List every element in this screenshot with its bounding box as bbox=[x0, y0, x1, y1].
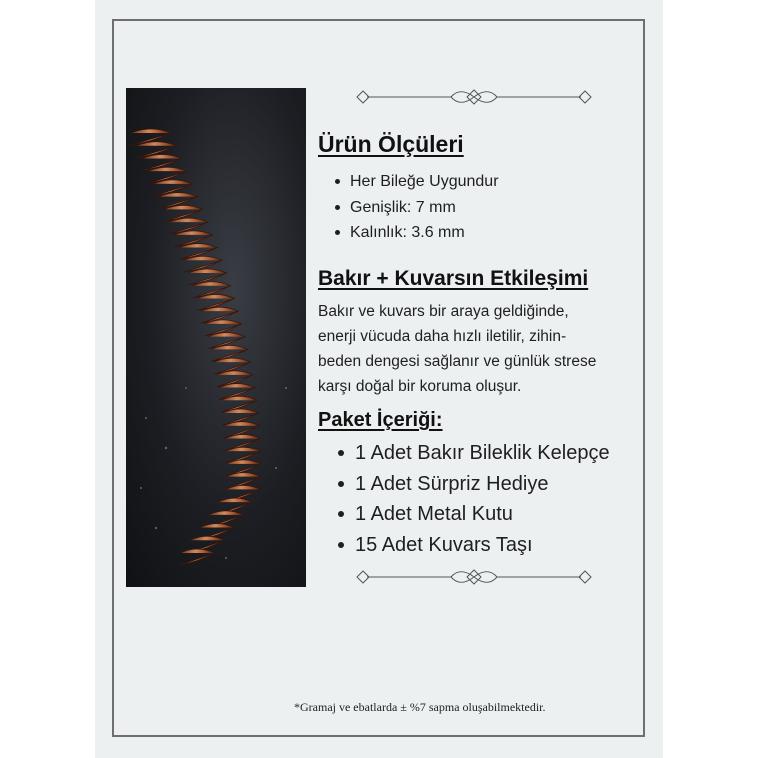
bracelet-link bbox=[180, 549, 214, 565]
paragraph-line: beden dengesi sağlanır ve günlük strese bbox=[318, 353, 597, 370]
list-item: 1 Adet Metal Kutu bbox=[355, 499, 610, 530]
ornamental-divider-icon bbox=[355, 567, 593, 587]
footnote: *Gramaj ve ebatlarda ± %7 sapma oluşabilmektedir. bbox=[294, 700, 546, 714]
list-item: 1 Adet Sürpriz Hediye bbox=[355, 469, 610, 500]
measurements-heading: Ürün Ölçüleri bbox=[318, 131, 464, 157]
package-heading: Paket İçeriği: bbox=[318, 409, 443, 431]
list-item: 15 Adet Kuvars Taşı bbox=[355, 530, 610, 561]
list-item: Her Bileğe Uygundur bbox=[350, 169, 499, 195]
list-item: 1 Adet Bakır Bileklik Kelepçe bbox=[355, 438, 610, 469]
interaction-paragraph bbox=[318, 299, 638, 399]
interaction-heading: Bakır + Kuvarsın Etkileşimi bbox=[318, 267, 589, 290]
paragraph-line: Bakır ve kuvars bir araya geldiğinde, bbox=[318, 303, 569, 320]
copper-bracelet-icon bbox=[126, 88, 306, 587]
product-photo bbox=[126, 88, 306, 587]
paragraph-line: enerji vücuda daha hızlı iletilir, zihin- bbox=[318, 328, 567, 345]
measurements-list bbox=[350, 169, 499, 246]
paragraph-line: karşı doğal bir koruma oluşur. bbox=[318, 378, 522, 395]
list-item: Kalınlık: 3.6 mm bbox=[350, 220, 499, 246]
package-list bbox=[355, 438, 610, 560]
ornamental-divider-icon bbox=[355, 87, 593, 107]
list-item: Genişlik: 7 mm bbox=[350, 195, 499, 221]
